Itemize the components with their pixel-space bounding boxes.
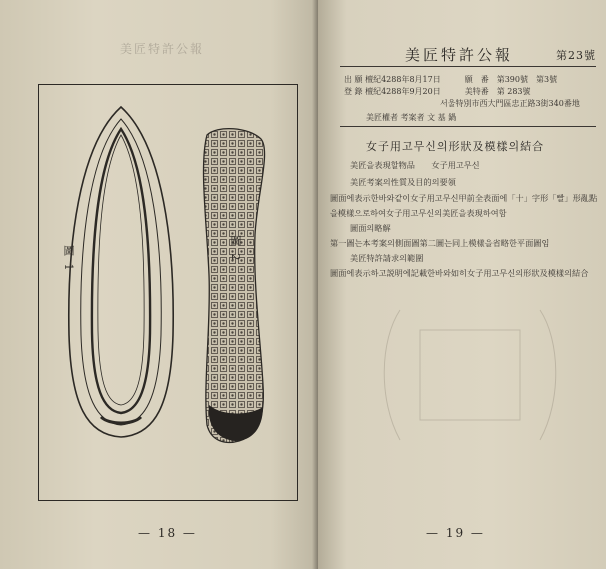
header-rule xyxy=(340,66,596,67)
issue-number: 第23號 xyxy=(556,49,596,62)
meta-application: 出 願 檀紀4288年8月17日 願 番 第390號 第3號 xyxy=(344,75,558,84)
meta-rule xyxy=(340,126,596,127)
figure-1-label: 圖 1 xyxy=(62,245,75,273)
shoe-side-view-drawing xyxy=(69,107,173,437)
body-line: 을模樣으로하여女子用고무신의美匠을表現하여함 xyxy=(330,208,507,218)
page-number-left: — 18 — xyxy=(138,526,197,540)
page-header-title: 美匠特許公報 xyxy=(405,46,514,64)
body-line: 第一圖는本考案의側面圖第二圖는同上模樣을省略한平面圖임 xyxy=(330,238,550,248)
show-through-ghost-drawing xyxy=(360,300,580,450)
figure-2-label: 圖 2 xyxy=(229,235,242,263)
body-line: 美匠考案의性質及目的의要領 xyxy=(350,177,456,187)
body-line: 圖面에表示한바와같이女子用고무신甲前全表面에「十」字形「빨」形亂點 xyxy=(330,193,598,203)
figure-frame xyxy=(38,84,298,501)
body-line: 圖面의略解 xyxy=(350,223,391,233)
meta-rights-holder: 美匠權者 考案者 文 基 鍋 xyxy=(366,113,457,122)
shoe-drawings xyxy=(39,85,297,500)
body-line: 美匠을表現할物品 女子用고무신 xyxy=(350,160,480,170)
ghost-header-text: 美匠特許公報 xyxy=(120,42,205,56)
meta-registration: 登 錄 檀紀4288年9月20日 美特番 第 283號 xyxy=(344,87,531,96)
body-line: 美匠特許請求의範圍 xyxy=(350,253,424,263)
page-number-right: — 19 — xyxy=(426,526,485,540)
body-line: 圖面에表示하고説明에記載한바와如히女子用고무신의形狀及模樣의結合 xyxy=(330,268,589,278)
shoe-top-view-drawing xyxy=(204,129,265,443)
article-title: 女子用고무신의形狀及模樣의結合 xyxy=(366,140,545,153)
meta-address: 서울特別市西大門區忠正路3街340番地 xyxy=(440,99,580,108)
